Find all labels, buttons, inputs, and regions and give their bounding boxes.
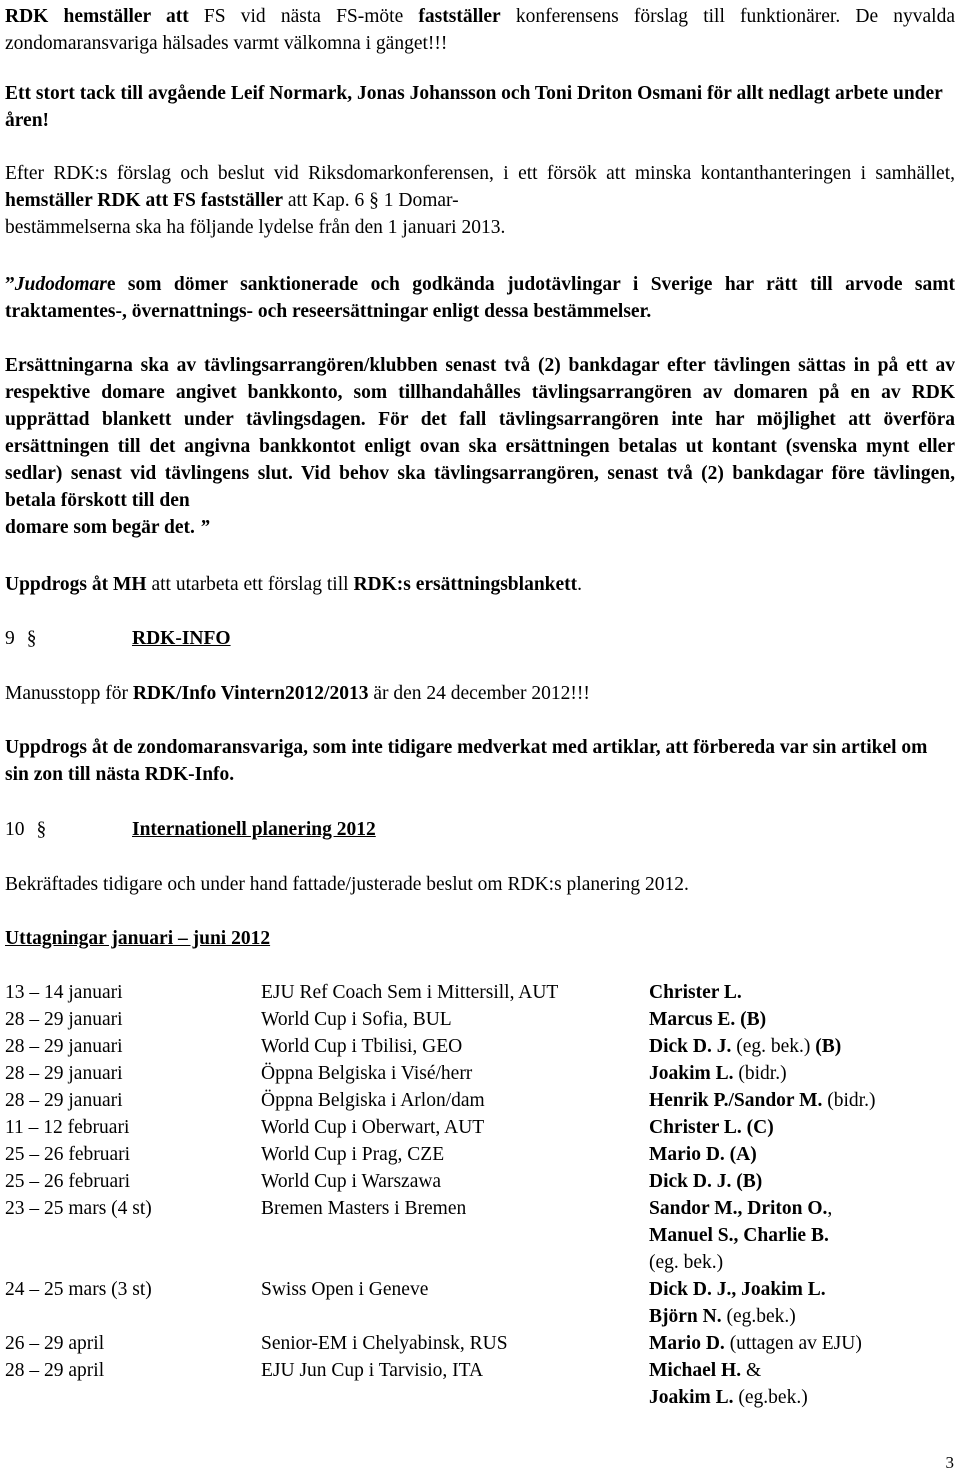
section-symbol: § <box>36 819 47 840</box>
referee-name: Sandor M., Driton O. <box>649 1198 828 1219</box>
schedule-date: 28 – 29 april <box>5 1360 105 1381</box>
schedule-referees <box>649 1141 949 1168</box>
referee-name: Joakim L. <box>649 1387 734 1408</box>
schedule-referees <box>649 1087 949 1114</box>
paragraph-efter-rdk: Efter RDK:s förslag och beslut vid Riksdomarkonferensen, i ett försök att minska kontanthanteringen i samhället, hemställer RDK att FS fastställer att Kap. 6 § 1 Domar- bestämmelserna ska ha följande lydelse från den 1 januari 2013. <box>5 163 955 238</box>
referee-line <box>649 1168 949 1195</box>
referee-name: Björn N. <box>649 1306 722 1327</box>
paragraph-ersattningarna: Ersättningarna ska av tävlingsarrangören/klubben senast två (2) bankdagar efter tävlingen sättas in på ett av respektive domare angivet bankkonto, som tillhandahålles tävlingsarrangören av domaren på en av RDK upprättad blankett under tävlingsdagen. För det fall tävlingsarrangören inte har möjlighet att överföra ersättningen till det angivna bankkontot enligt ovan ska ersättningen betalas ut kontant (svenska mynt eller sedlar) senast vid tävlingens slut. Vid behov ska tävlingsarrangören, senast två (2) bankdagar före tävlingen, betala förskott till den domare som begär det. ” <box>5 355 955 538</box>
referee-note: (eg.bek.) <box>733 1387 808 1408</box>
schedule-referees <box>649 1006 949 1033</box>
schedule-date: 28 – 29 januari <box>5 1009 123 1030</box>
schedule-referees <box>649 1033 949 1060</box>
referee-line <box>649 1195 949 1222</box>
referee-name: Henrik P./Sandor M. <box>649 1090 823 1111</box>
referee-line <box>649 1276 949 1303</box>
table-row <box>5 1114 949 1141</box>
paragraph-judodomare: ”Judodomare som dömer sanktionerade och godkända judotävlingar i Sverige har rätt till arvode samt traktamentes-, övernattnings- och reseersättningar enligt dessa bestämmelser. <box>5 274 955 322</box>
schedule-referees <box>649 1195 949 1276</box>
schedule-date: 28 – 29 januari <box>5 1090 123 1111</box>
paragraph-uppdrogs-zon: Uppdrogs åt de zondomaransvariga, som inte tidigare medverkat med artiklar, att förbereda var sin artikel om sin zon till nästa RDK-Info. <box>5 737 928 785</box>
section-title-rdk-info: RDK-INFO <box>132 628 231 649</box>
referee-line <box>649 979 949 1006</box>
schedule-event: Senior-EM i Chelyabinsk, RUS <box>261 1333 508 1354</box>
paragraph-bekraftades: Bekräftades tidigare och under hand fattade/justerade beslut om RDK:s planering 2012. <box>5 874 689 895</box>
schedule-date: 26 – 29 april <box>5 1333 105 1354</box>
table-row <box>5 1060 949 1087</box>
section-symbol: § <box>26 628 37 649</box>
schedule-referees <box>649 1060 949 1087</box>
referee-name: Michael H. <box>649 1360 742 1381</box>
referee-line <box>649 1060 949 1087</box>
referee-name: Christer L. <box>649 982 742 1003</box>
referee-name: (B) <box>815 1036 842 1057</box>
paragraph-uppdrogs-mh: Uppdrogs åt MH att utarbeta ett förslag till RDK:s ersättningsblankett. <box>5 574 583 595</box>
schedule-referees <box>649 1330 949 1357</box>
referee-line <box>649 1033 949 1060</box>
close-quote: ” <box>199 517 210 538</box>
paragraph-manusstopp: Manusstopp för RDK/Info Vintern2012/2013 är den 24 december 2012!!! <box>5 683 590 704</box>
schedule-event: EJU Jun Cup i Tarvisio, ITA <box>261 1360 484 1381</box>
referee-note: (bidr.) <box>733 1063 787 1084</box>
page-number: 3 <box>945 1453 954 1472</box>
table-row <box>5 1033 949 1060</box>
section-symbol: § <box>369 190 379 211</box>
referee-line <box>649 1384 949 1411</box>
referee-name: Mario D. (A) <box>649 1144 757 1165</box>
paragraph-rdk-hemstaller: RDK hemställer att FS vid nästa FS-möte fastställer konferensens förslag till funktionärer. De nyvalda zondomaransvariga hälsades varmt välkomna i gänget!!! <box>5 6 955 54</box>
referee-name: Mario D. <box>649 1333 725 1354</box>
schedule-event: Swiss Open i Geneve <box>261 1279 429 1300</box>
open-quote: ” <box>5 274 15 295</box>
schedule-referees <box>649 1276 949 1330</box>
schedule-date: 13 – 14 januari <box>5 982 123 1003</box>
schedule-referees <box>649 1114 949 1141</box>
referee-name: Dick D. J. <box>649 1036 732 1057</box>
schedule-event: EJU Ref Coach Sem i Mittersill, AUT <box>261 982 559 1003</box>
referee-line <box>649 1141 949 1168</box>
schedule-event: Öppna Belgiska i Visé/herr <box>261 1063 473 1084</box>
table-row <box>5 1330 949 1357</box>
schedule-date: 25 – 26 februari <box>5 1144 131 1165</box>
referee-name: Marcus E. (B) <box>649 1009 767 1030</box>
referee-line <box>649 1222 949 1249</box>
referee-name: Christer L. (C) <box>649 1117 774 1138</box>
schedule-date: 25 – 26 februari <box>5 1171 131 1192</box>
paragraph-thanks: Ett stort tack till avgående Leif Normark, Jonas Johansson och Toni Driton Osmani för allt nedlagt arbete under åren! <box>5 83 943 131</box>
referee-name: Manuel S., Charlie B. <box>649 1225 829 1246</box>
schedule-event: World Cup i Warszawa <box>261 1171 442 1192</box>
referee-note: (eg. bek.) <box>731 1036 816 1057</box>
schedule-referees <box>649 979 949 1006</box>
schedule-date: 11 – 12 februari <box>5 1117 130 1138</box>
referee-line <box>649 1087 949 1114</box>
referee-line <box>649 1330 949 1357</box>
schedule-event: World Cup i Tbilisi, GEO <box>261 1036 463 1057</box>
referee-line <box>649 1006 949 1033</box>
schedule-date: 24 – 25 mars (3 st) <box>5 1279 152 1300</box>
schedule-event: Öppna Belgiska i Arlon/dam <box>261 1090 485 1111</box>
schedule-date: 28 – 29 januari <box>5 1036 123 1057</box>
table-row <box>5 1141 949 1168</box>
section-title-internationell: Internationell planering 2012 <box>132 819 376 840</box>
schedule-event: World Cup i Sofia, BUL <box>261 1009 452 1030</box>
schedule-date: 23 – 25 mars (4 st) <box>5 1198 152 1219</box>
schedule-table <box>5 979 949 1411</box>
schedule-event: World Cup i Prag, CZE <box>261 1144 445 1165</box>
table-row <box>5 979 949 1006</box>
schedule-event: Bremen Masters i Bremen <box>261 1198 467 1219</box>
referee-note: & <box>741 1360 762 1381</box>
referee-line <box>649 1249 949 1276</box>
referee-note: (eg.bek.) <box>721 1306 796 1327</box>
referee-line <box>649 1357 949 1384</box>
referee-line <box>649 1114 949 1141</box>
section-heading-9: 9 § RDK-INFO <box>5 625 37 652</box>
referee-note: (eg. bek.) <box>649 1252 724 1273</box>
referee-line <box>649 1303 949 1330</box>
referee-note: (bidr.) <box>822 1090 876 1111</box>
table-row <box>5 1087 949 1114</box>
section-heading-10: 10 § Internationell planering 2012 <box>5 816 46 843</box>
table-row <box>5 1006 949 1033</box>
table-row <box>5 1168 949 1195</box>
referee-note: (uttagen av EJU) <box>724 1333 862 1354</box>
schedule-referees <box>649 1168 949 1195</box>
heading-uttagningar: Uttagningar januari – juni 2012 <box>5 928 271 949</box>
referee-name: Dick D. J., Joakim L. <box>649 1279 826 1300</box>
schedule-referees <box>649 1357 949 1411</box>
referee-note: , <box>827 1198 833 1219</box>
referee-name: Dick D. J. (B) <box>649 1171 763 1192</box>
table-row <box>5 1195 949 1276</box>
referee-name: Joakim L. <box>649 1063 734 1084</box>
table-row <box>5 1276 949 1330</box>
schedule-date: 28 – 29 januari <box>5 1063 123 1084</box>
schedule-event: World Cup i Oberwart, AUT <box>261 1117 485 1138</box>
table-row <box>5 1357 949 1411</box>
